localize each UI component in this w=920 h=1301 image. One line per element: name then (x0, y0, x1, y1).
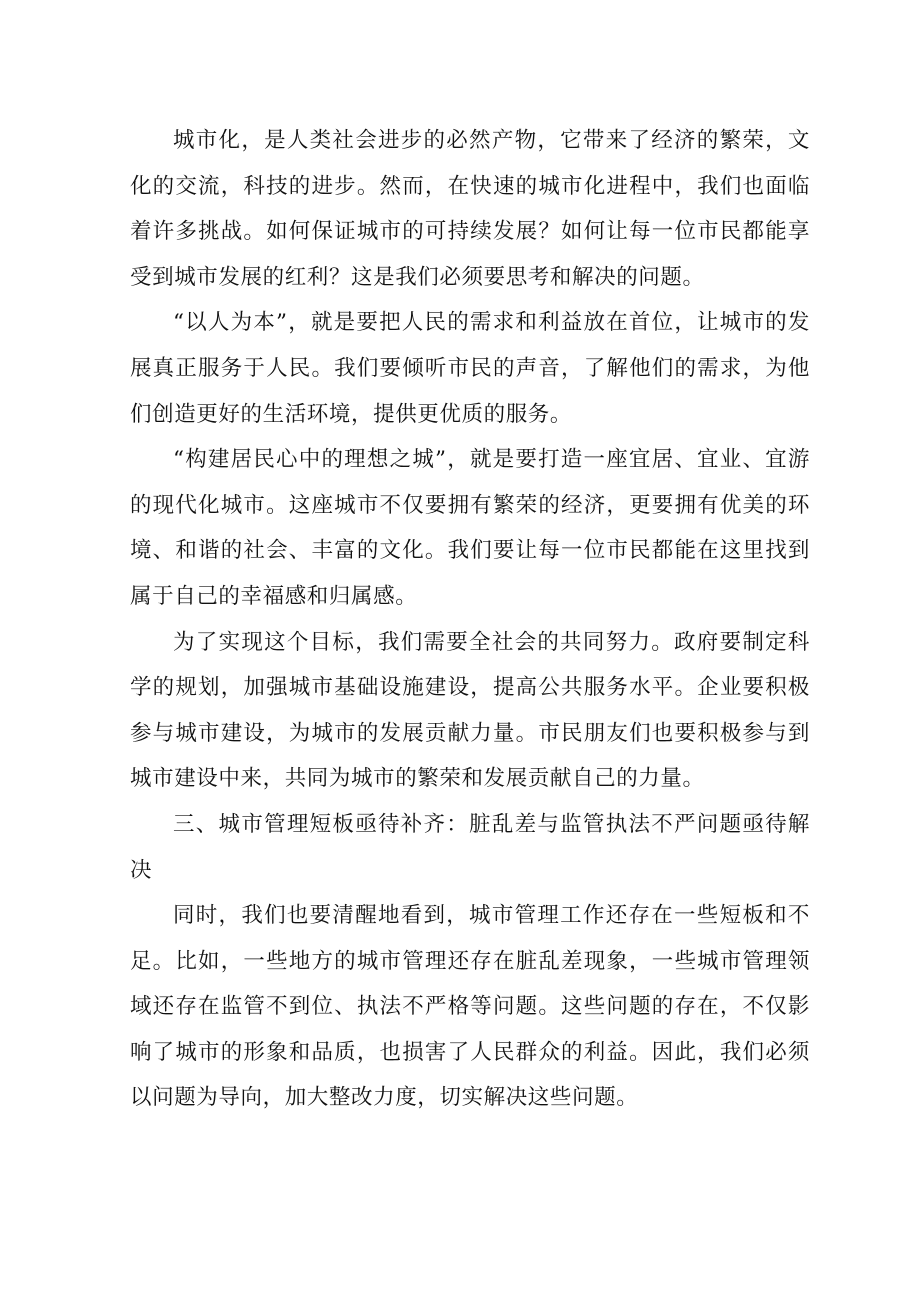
section-heading-management-shortfalls: 三、城市管理短板亟待补齐：脏乱差与监管执法不严问题亟待解决 (130, 811, 810, 883)
document-body (130, 118, 810, 1121)
paragraph-people-oriented: “以人为本”，就是要把人民的需求和利益放在首位，让城市的发展真正服务于人民。我们要倾听市民的声音，了解他们的需求，为他们创造更好的生活环境，提供更优质的服务。 (130, 310, 810, 427)
paragraph-urbanization-intro: 城市化，是人类社会进步的必然产物，它带来了经济的繁荣，文化的交流，科技的进步。然而，在快速的城市化进程中，我们也面临着许多挑战。如何保证城市的可持续发展？如何让每一位市民都能享受到城市发展的红利？这是我们必须要思考和解决的问题。 (130, 128, 810, 290)
paragraph-ideal-city: “构建居民心中的理想之城”，就是要打造一座宜居、宜业、宜游的现代化城市。这座城市不仅要拥有繁荣的经济，更要拥有优美的环境、和谐的社会、丰富的文化。我们要让每一位市民都能在这里找到属于自己的幸福感和归属感。 (130, 447, 810, 609)
paragraph-joint-effort: 为了实现这个目标，我们需要全社会的共同努力。政府要制定科学的规划，加强城市基础设施建设，提高公共服务水平。企业要积极参与城市建设，为城市的发展贡献力量。市民朋友们也要积极参与到城市建设中来，共同为城市的繁荣和发展贡献自己的力量。 (130, 629, 810, 792)
paragraph-management-problems: 同时，我们也要清醒地看到，城市管理工作还存在一些短板和不足。比如，一些地方的城市管理还存在脏乱差现象，一些城市管理领域还存在监管不到位、执法不严格等问题。这些问题的存在，不仅影响了城市的形象和品质，也损害了人民群众的利益。因此，我们必须以问题为导向，加大整改力度，切实解决这些问题。 (130, 903, 810, 1111)
